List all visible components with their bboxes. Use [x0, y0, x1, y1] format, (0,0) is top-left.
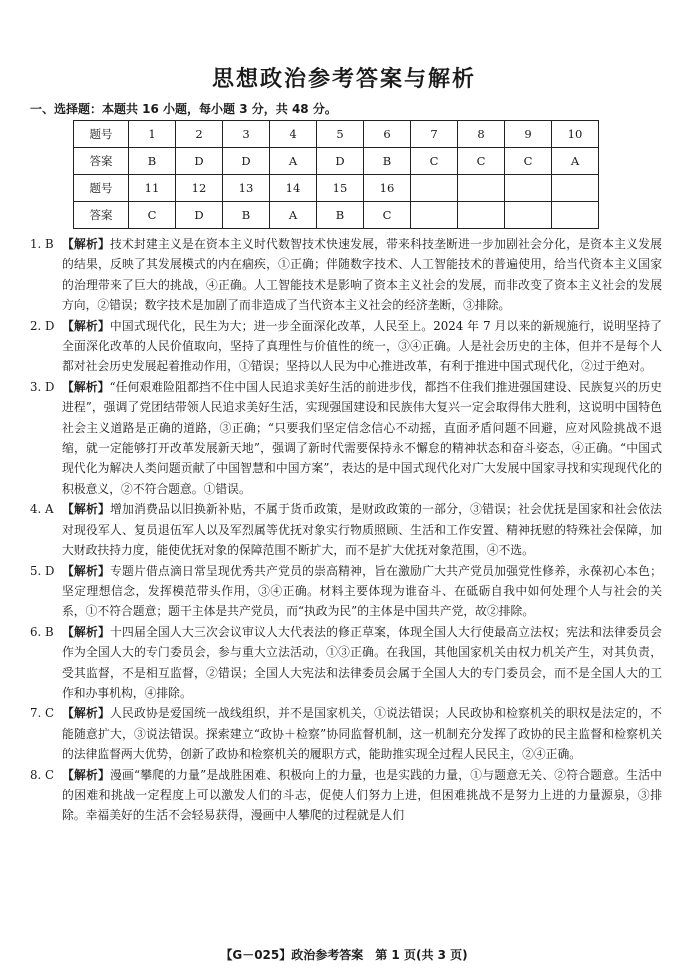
- table-cell: 9: [505, 121, 552, 148]
- explanation-text: [62, 561, 662, 622]
- table-cell: C: [458, 148, 505, 175]
- explanation-text: [62, 377, 662, 499]
- analysis-tag: 【解析】: [62, 318, 110, 333]
- table-cell: [552, 175, 599, 202]
- table-cell: [552, 202, 599, 229]
- table-cell: 2: [176, 121, 223, 148]
- answer-explanation: [30, 499, 662, 560]
- answer-explanation: [30, 234, 662, 316]
- table-cell: D: [176, 148, 223, 175]
- table-row-label: 题号: [74, 121, 129, 148]
- analysis-tag: 【解析】: [62, 563, 111, 578]
- explanation-text: [62, 234, 662, 316]
- explanation-body: 增加消费品以旧换新补贴，不属于货币政策，是财政政策的一部分，③错误；社会优抚是国家和社会依法对现役军人、复员退伍军人以及军烈属等优抚对象实行物质照顾、生活和工作安置、精神抚慰的特殊社会保障，加大财政扶持力度，能使优抚对象的保障范围不断扩大，而不是扩大优抚对象范围，④不选。: [62, 502, 662, 558]
- page-title: 思想政治参考答案与解析: [211, 67, 476, 92]
- section-heading: 一、选择题：本题共 16 小题，每小题 3 分，共 48 分。: [30, 102, 337, 116]
- table-cell: A: [270, 202, 317, 229]
- explanation-text: [62, 622, 662, 704]
- table-cell: 8: [458, 121, 505, 148]
- table-cell: D: [317, 148, 364, 175]
- table-cell: 6: [364, 121, 411, 148]
- table-cell: 12: [176, 175, 223, 202]
- table-cell: A: [270, 148, 317, 175]
- table-cell: 16: [364, 175, 411, 202]
- analysis-tag: 【解析】: [62, 502, 111, 517]
- explanation-text: [62, 316, 662, 377]
- table-cell: 14: [270, 175, 317, 202]
- table-cell: [411, 175, 458, 202]
- table-cell: [505, 175, 552, 202]
- table-row: [74, 175, 599, 202]
- table-cell: 11: [129, 175, 176, 202]
- table-cell: 3: [223, 121, 270, 148]
- table-cell: B: [364, 148, 411, 175]
- question-number: 6. B: [30, 624, 54, 639]
- table-cell: [458, 175, 505, 202]
- answer-explanation: [30, 622, 662, 704]
- answer-explanation: [30, 561, 662, 622]
- table-cell: [458, 202, 505, 229]
- explanation-body: 十四届全国人大三次会议审议人大代表法的修正草案，体现全国人大行使最高立法权；宪法和法律委员会作为全国人大的专门委员会，参与重大立法活动，①③正确。在我国，其他国家机关由权力机关产生，对其负责，受其监督，不是相互监督，②错误；全国人大宪法和法律委员会属于全国人大的专门委员会，而不是全国人大的工作和办事机构，④排除。: [62, 624, 662, 700]
- page-footer: 【G－025】政治参考答案 第 1 页(共 3 页): [220, 948, 468, 962]
- table-cell: B: [129, 148, 176, 175]
- analysis-tag: 【解析】: [62, 379, 110, 394]
- answer-explanation: [30, 765, 662, 826]
- table-row-label: 题号: [74, 175, 129, 202]
- explanation-body: “任何艰难险阻都挡不住中国人民追求美好生活的前进步伐，都挡不住我们推进强国建设、民族复兴的历史进程”，强调了党团结带领人民追求美好生活，实现强国建设和民族伟大复兴一定会取得伟大胜利，这说明中国特色社会主义道路是正确的道路，③正确；“只要我们坚定信念信心不动摇，直面矛盾问题不回避，应对风险挑战不退缩，就一定能够打开改革发展新天地”，强调了新时代需要保持永不懈怠的精神状态和奋斗姿态，④正确。“中国式现代化为解决人类问题贡献了中国智慧和中国方案”，表达的是中国式现代化对广大发展中国家寻找和实现现代化的积极意义，②不符合题意。①错误。: [62, 379, 662, 496]
- table-cell: D: [223, 148, 270, 175]
- explanation-text: [62, 703, 662, 764]
- analysis-tag: 【解析】: [62, 706, 111, 721]
- table-row: [74, 148, 599, 175]
- answer-explanation: [30, 316, 662, 377]
- table-cell: C: [129, 202, 176, 229]
- explanation-body: 人民政协是爱国统一战线组织，并不是国家机关，①说法错误；人民政协和检察机关的职权是法定的，不能随意扩大，③说法错误。探索建立“政协＋检察”协同监督机制，这一机制充分发挥了政协的民主监督和检察机关的法律监督两大优势，创新了政协和检察机关的履职方式，能助推实现全过程人民民主，②④正确。: [62, 706, 662, 762]
- explanation-text: [62, 499, 662, 560]
- table-cell: C: [364, 202, 411, 229]
- table-cell: A: [552, 148, 599, 175]
- table-cell: 13: [223, 175, 270, 202]
- answer-explanation: [30, 703, 662, 764]
- table-cell: 5: [317, 121, 364, 148]
- question-number: 4. A: [30, 502, 54, 517]
- answer-explanation: [30, 377, 662, 499]
- analysis-tag: 【解析】: [62, 767, 110, 782]
- question-number: 8. C: [30, 767, 55, 782]
- table-row-label: 答案: [74, 202, 129, 229]
- question-number: 2. D: [30, 318, 55, 333]
- table-cell: 1: [129, 121, 176, 148]
- table-cell: D: [176, 202, 223, 229]
- table-row: [74, 202, 599, 229]
- table-cell: B: [317, 202, 364, 229]
- explanation-body: 漫画“攀爬的力量”是战胜困难、积极向上的力量，也是实践的力量，①与题意无关、②符合题意。生活中的困难和挑战一定程度上可以激发人们的斗志，促使人们努力上进，但困难挑战不是努力上进的力量源泉，③排除。幸福美好的生活不会轻易获得，漫画中人攀爬的过程就是人们: [62, 767, 662, 823]
- table-cell: 7: [411, 121, 458, 148]
- table-cell: [505, 202, 552, 229]
- answer-table: [73, 120, 599, 229]
- table-cell: 15: [317, 175, 364, 202]
- question-number: 7. C: [30, 706, 55, 721]
- table-cell: B: [223, 202, 270, 229]
- explanation-text: [62, 765, 662, 826]
- question-number: 5. D: [30, 563, 55, 578]
- table-row: [74, 121, 599, 148]
- table-cell: C: [411, 148, 458, 175]
- table-cell: [411, 202, 458, 229]
- analysis-tag: 【解析】: [62, 237, 111, 251]
- question-number: 1. B: [30, 237, 54, 251]
- table-cell: 10: [552, 121, 599, 148]
- explanation-body: 中国式现代化，民生为大；进一步全面深化改革，人民至上。2024 年 7 月以来的新规施行，说明坚持了全面深化改革的人民价值取向，坚持了真理性与价值性的统一，③④正确。人是社会历史的主体，但并不是每个人都对社会历史发展起着推动作用，①错误；坚持以人民为中心推进改革，有利于推进中国式现代化，②过于绝对。: [62, 318, 662, 374]
- analysis-tag: 【解析】: [62, 624, 111, 639]
- explanation-body: 专题片借点滴日常呈现优秀共产党员的崇高精神，旨在激励广大共产党员加强党性修养，永葆初心本色；坚定理想信念，发挥模范带头作用，③④正确。材料主要体现为谁奋斗、在砥砺自我中如何处理个人与社会的关系，①不符合题意；题干主体是共产党员，而“执政为民”的主体是中国共产党，故②排除。: [62, 563, 662, 619]
- table-row-label: 答案: [74, 148, 129, 175]
- table-cell: 4: [270, 121, 317, 148]
- table-cell: C: [505, 148, 552, 175]
- explanations: [30, 234, 662, 826]
- question-number: 3. D: [30, 379, 55, 394]
- explanation-body: 技术封建主义是在资本主义时代数智技术快速发展，带来科技垄断进一步加剧社会分化，是资本主义发展的结果，反映了其发展模式的内在痼疾，①正确；伴随数字技术、人工智能技术的普遍使用，给当代资本主义国家的治理带来了巨大的挑战，④正确。人工智能技术是影响了资本主义社会的发展，而非改变了资本主义社会的发展方向，②错误；数字技术是加剧了而非造成了当代资本主义社会的经济垄断，③排除。: [62, 237, 662, 313]
